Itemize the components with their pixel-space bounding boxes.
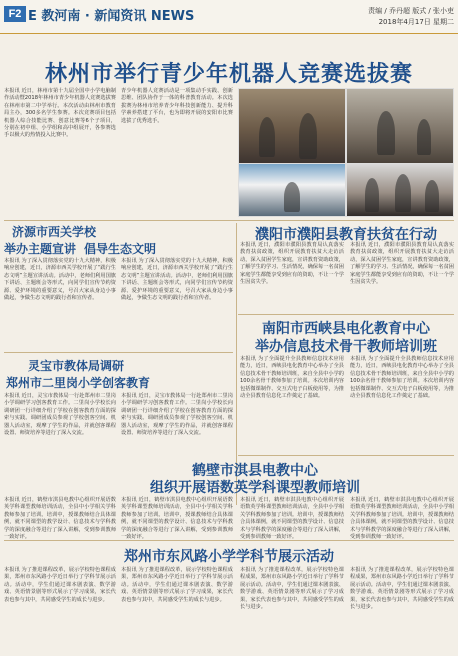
article-jiyuan-title-2: 举办主题宣讲 [4, 242, 77, 256]
article-xixia-title-2: 举办信息技术骨干教师培训班 [255, 339, 437, 355]
article-qixian-col2: 本报讯 近日，鹤壁市淇县电教中心组织开展语数英学科课型教师培训活动，全县中小学相关学科教师参加了培训。培训中，授课教师结合具体课例，就不同课型的教学设计、信息技术与学科教学的深度融合等进行了深入讲解，受到参训教师一致好评。 [121, 497, 233, 541]
article-jiyuan-title-3: 倡导生态文明 [84, 242, 157, 256]
article-puyang-title: 濮阳市濮阳县教育扶贫在行动 [255, 227, 437, 243]
article-dongfenglu-col3: 本报讯 为了推进课程改革，展示学校特色课程成果，郑州市东风路小学近日举行了学科节展示活动。活动中，学生们通过课本剧表演、数学游戏、英语情景剧等形式展示了学习成果，家长代表也参与其中，共同感受学生的成长与进步。 [240, 567, 344, 611]
article-lingbao-title-2: 郑州市二里岗小学创客教育 [6, 376, 151, 390]
photo-robot-arena [238, 163, 346, 217]
date-line: 2018年4月17日 星期二 [378, 18, 454, 26]
article-jiyuan-title-1: 济源市西关学校 [12, 225, 97, 239]
photo-robot-competition-1 [238, 88, 346, 164]
article-puyang-col2: 本报讯 近日，濮阳市濮阳县教育局认真落实教育扶贫政策，组织开展教育扶贫大走访活动，深入贫困学生家庭，宣讲教育资助政策，了解学生的学习、生活情况，确保每一名贫困家庭学生都能享受到应有的资助，不让一个学生因贫失学。 [350, 242, 454, 286]
article-lingbao-title-1: 灵宝市教体局调研 [28, 359, 125, 373]
article-jiyuan-col2: 本报讯 为了深入贯彻落实党的十九大精神，积极响应创建，近日，济源市西关学校开展了“践行生态文明”主题宣讲活动。活动中，老师们利用国旗下讲话、主题班会等形式，向同学们宣传节约资源、爱护环境的重要意义，号召大家从身边小事做起，争做生态文明的践行者和宣传者。 [121, 258, 233, 302]
photo-students-team [346, 163, 454, 217]
article-lingbao-col2: 本报讯 近日，灵宝市教体局一行赴郑州市二里岗小学调研学习创客教育工作。二里岗小学校长向调研团一行详细介绍了学校在创客教育方面的探索与实践。调研团成员参观了学校创客空间、机器人活动室，观摩了学生的作品，并就创客课程设置、师资培养等进行了深入交流。 [121, 393, 233, 437]
main-story-col2: 青少年机器人竞赛活动是一项集动手实践、创新思维、团队协作于一体的科普教育活动。本次选拔赛为林州市培养青少年科技创新能力、提升科学素养搭建了平台，也为即将开展的安阳市比赛选拔了优秀选手。 [121, 88, 233, 124]
article-qixian-col3: 本报讯 近日，鹤壁市淇县电教中心组织开展语数英学科课型教师培训活动，全县中小学相关学科教师参加了培训。培训中，授课教师结合具体课例，就不同课型的教学设计、信息技术与学科教学的深度融合等进行了深入讲解，受到参训教师一致好评。 [240, 497, 344, 541]
section-title: E 教河南 · 新闻资讯 NEWS [28, 9, 195, 24]
article-qixian-title-2: 组织开展语数英学科课型教师培训 [150, 480, 360, 496]
divider [4, 352, 233, 353]
article-jiyuan-col1: 本报讯 为了深入贯彻落实党的十九大精神，积极响应创建，近日，济源市西关学校开展了“践行生态文明”主题宣讲活动。活动中，老师们利用国旗下讲话、主题班会等形式，向同学们宣传节约资源、爱护环境的重要意义，号召大家从身边小事做起，争做生态文明的践行者和宣传者。 [4, 258, 116, 302]
page-header [0, 0, 458, 34]
main-story-col1: 本报讯 近日，林州市第十九届全国中小学电脑制作活动暨2018年林州市青少年机器人竞赛选拔赛在林州市第二中学举行。本次活动由林州市教育局主办，300多名学生参赛。本次竞赛项目包括机器人综合技能比赛、创意比赛等6个子项目，分别在初中组、小学组和高中组展开，各参赛选手以极大的热情投入比赛中。 [4, 88, 116, 139]
page-number: F2 [4, 6, 26, 22]
article-dongfenglu-title: 郑州市东风路小学学科节展示活动 [124, 549, 334, 565]
article-dongfenglu-col4: 本报讯 为了推进课程改革，展示学校特色课程成果，郑州市东风路小学近日举行了学科节展示活动。活动中，学生们通过课本剧表演、数学游戏、英语情景剧等形式展示了学习成果，家长代表也参与其中，共同感受学生的成长与进步。 [350, 567, 454, 611]
article-dongfenglu-col2: 本报讯 为了推进课程改革，展示学校特色课程成果，郑州市东风路小学近日举行了学科节展示活动。活动中，学生们通过课本剧表演、数学游戏、英语情景剧等形式展示了学习成果，家长代表也参与其中，共同感受学生的成长与进步。 [121, 567, 233, 603]
article-qixian-col4: 本报讯 近日，鹤壁市淇县电教中心组织开展语数英学科课型教师培训活动，全县中小学相关学科教师参加了培训。培训中，授课教师结合具体课例，就不同课型的教学设计、信息技术与学科教学的深度融合等进行了深入讲解，受到参训教师一致好评。 [350, 497, 454, 541]
main-headline: 林州市举行青少年机器人竞赛选拔赛 [44, 62, 413, 87]
article-puyang-col1: 本报讯 近日，濮阳市濮阳县教育局认真落实教育扶贫政策，组织开展教育扶贫大走访活动，深入贫困学生家庭，宣讲教育资助政策，了解学生的学习、生活情况，确保每一名贫困家庭学生都能享受到应有的资助，不让一个学生因贫失学。 [240, 242, 344, 286]
article-xixia-title-1: 南阳市西峡县电化教育中心 [262, 321, 430, 337]
photo-robot-competition-2 [346, 88, 454, 164]
divider [4, 220, 454, 221]
article-xixia-col2: 本报讯 为了全面提升全县教师信息技术应用能力，近日，西峡县电化教育中心举办了全县信息技术骨干教师培训班，来自全县中小学的100余名骨干教师参加了培训。本次培训内容包括微课制作、交互式电子白板使用等，为推动全县教育信息化工作奠定了基础。 [350, 356, 454, 400]
article-qixian-col1: 本报讯 近日，鹤壁市淇县电教中心组织开展语数英学科课型教师培训活动，全县中小学相关学科教师参加了培训。培训中，授课教师结合具体课例，就不同课型的教学设计、信息技术与学科教学的深度融合等进行了深入讲解，受到参训教师一致好评。 [4, 497, 116, 541]
divider [238, 314, 454, 315]
article-qixian-title-1: 鹤壁市淇县电教中心 [192, 463, 318, 479]
article-lingbao-col1: 本报讯 近日，灵宝市教体局一行赴郑州市二里岗小学调研学习创客教育工作。二里岗小学校长向调研团一行详细介绍了学校在创客教育方面的探索与实践。调研团成员参观了学校创客空间、机器人活动室，观摩了学生的作品，并就创客课程设置、师资培养等进行了深入交流。 [4, 393, 116, 437]
article-xixia-col1: 本报讯 为了全面提升全县教师信息技术应用能力，近日，西峡县电化教育中心举办了全县信息技术骨干教师培训班，来自全县中小学的100余名骨干教师参加了培训。本次培训内容包括微课制作、交互式电子白板使用等，为推动全县教育信息化工作奠定了基础。 [240, 356, 344, 400]
editor-line: 责编 / 乔丹超 版式 / 张小吏 [368, 7, 454, 15]
divider [4, 540, 454, 541]
divider [238, 455, 454, 456]
article-dongfenglu-col1: 本报讯 为了推进课程改革，展示学校特色课程成果，郑州市东风路小学近日举行了学科节展示活动。活动中，学生们通过课本剧表演、数学游戏、英语情景剧等形式展示了学习成果，家长代表也参与其中，共同感受学生的成长与进步。 [4, 567, 116, 603]
